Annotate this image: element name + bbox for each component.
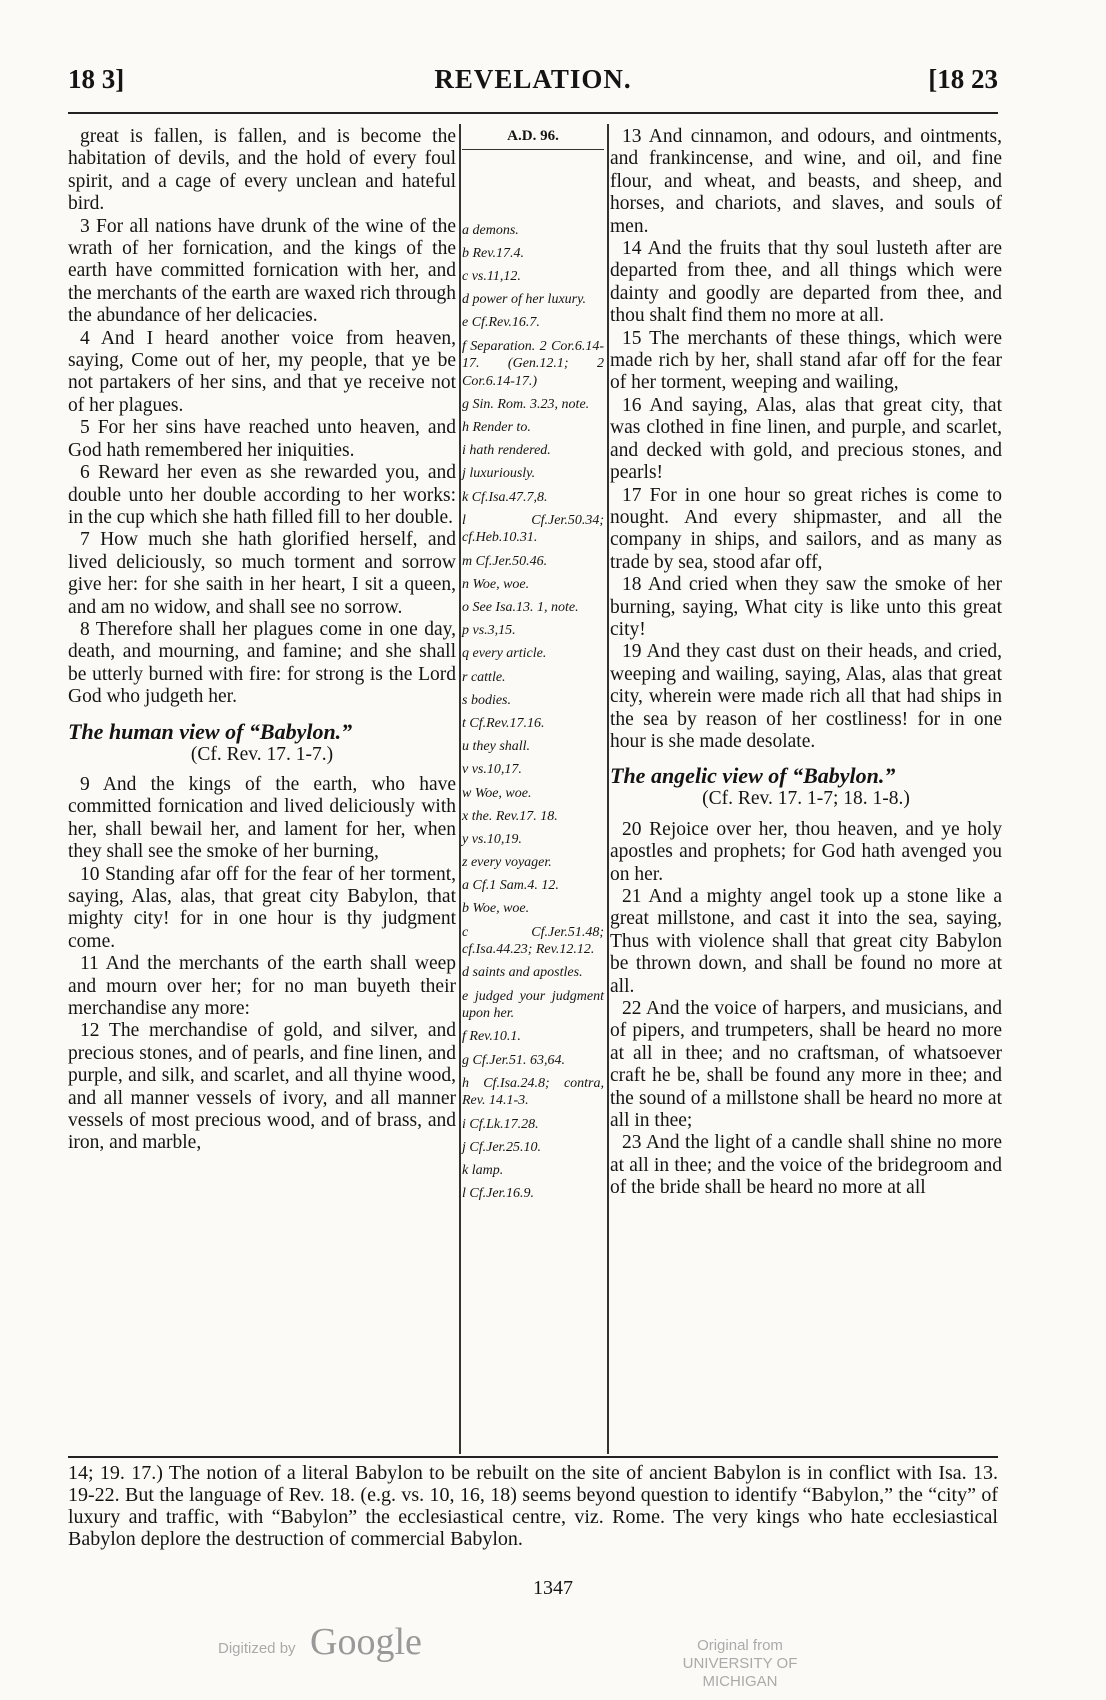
margin-note: h Cf.Isa.24.8; contra, Rev. 14.1-3. xyxy=(462,1075,604,1109)
page-header xyxy=(68,64,998,104)
left-heading: The human view of “Babylon.” xyxy=(68,718,353,744)
right-verse: 22 And the voice of harpers, and musicians, and of pipers, and trumpeters, shall be heard no more at all in thee; and no craftsman, of whatsoever craft he be, shall be found any more in thee; and the sound of a millstone shall be heard no more at all in thee; xyxy=(610,998,1002,1132)
margin-year: A.D. 96. xyxy=(462,128,604,150)
right-heading: The angelic view of “Babylon.” xyxy=(610,763,896,789)
margin-note: b Woe, woe. xyxy=(462,901,530,917)
right-verse: 21 And a mighty angel took up a stone like a great millstone, and cast it into the sea, saying, Thus with violence shall that great city Babylon be thrown down, and shall be found no more at all. xyxy=(610,886,1002,997)
column-divider-right xyxy=(607,124,609,1454)
right-verse: 16 And saying, Alas, alas that great city, that was clothed in fine linen, and purple, and scarlet, and decked with gold, and precious stones, and pearls! xyxy=(610,394,1002,484)
header-right: [18 23 xyxy=(928,64,998,94)
footnote-rule xyxy=(68,1456,998,1458)
header-left: 18 3] xyxy=(68,64,125,94)
original-from-label: Original from xyxy=(697,1637,783,1654)
margin-note: l Cf.Jer.16.9. xyxy=(462,1186,534,1202)
margin-note: o See Isa.13. 1, note. xyxy=(462,600,579,615)
margin-note: n Woe, woe. xyxy=(462,576,530,592)
left-verse: 10 Standing afar off for the fear of her torment, saying, Alas, alas, that great city Babylon, that mighty city! for in one hour is thy judgment come. xyxy=(68,863,456,952)
left-verse: 6 Reward her even as she rewarded you, and double unto her double according to her works: in the cup which she hath filled fill to her double. xyxy=(68,462,456,528)
left-verse: 9 And the kings of the earth, who have committed fornication and lived deliciously with her, shall bewail her, and lament for her, when they shall see the smoke of her burning, xyxy=(68,773,456,863)
institution-name: UNIVERSITY OF MICHIGAN xyxy=(682,1655,798,1690)
footnote: 14; 19. 17.) The notion of a literal Babylon to be rebuilt on the site of ancient Babylon is in conflict with Isa. 13. 19-22. But the language of Rev. 18. (e.g. vs. 10, 16, 18) seems beyond question to identify “Babylon,” the “city” of luxury and traffic, with “Babylon” the ecclesiastical centre, viz. Rome. The very kings who hate ecclesiastical Babylon deplore the destruction of commercial Babylon. xyxy=(68,1462,998,1550)
right-verse: 18 And cried when they saw the smoke of her burning, saying, What city is like unto this great city! xyxy=(610,574,1002,640)
margin-note: a demons. xyxy=(462,222,519,238)
margin-note: k Cf.Isa.47.7,8. xyxy=(462,489,548,505)
left-verse: great is fallen, is fallen, and is become the habitation of devils, and the hold of every foul spirit, and a cage of every unclean and hateful bird. xyxy=(68,126,456,215)
left-verse: 12 The merchandise of gold, and silver, and precious stones, and of pearls, and fine linen, and purple, and silk, and scarlet, and all thyine wood, and all manner vessels of ivory, and all manner vessels of most precious wood, and of brass, and iron, and marble, xyxy=(68,1020,456,1154)
digitized-by-label: Digitized by xyxy=(218,1640,296,1657)
margin-note: y vs.10,19. xyxy=(462,831,522,847)
header-rule xyxy=(68,112,998,114)
margin-note: v vs.10,17. xyxy=(462,762,522,778)
margin-note: b Rev.17.4. xyxy=(462,245,524,261)
margin-note: f Separation. 2 Cor.6.14-17. (Gen.12.1; 2 Cor.6.14-17.) xyxy=(462,338,604,389)
right-verse: 19 And they cast dust on their heads, and cried, weeping and wailing, saying, Alas, alas that great city, wherein were made rich all that had ships in the sea by reason of her costliness! for in one hour is she made desolate. xyxy=(610,641,1002,752)
right-verse: 17 For in one hour so great riches is come to nought. And every shipmaster, and all the company in ships, and sailors, and as many as trade by sea, stood afar off, xyxy=(610,484,1002,573)
right-verse: 23 And the light of a candle shall shine no more at all in thee; and the voice of the bridegroom and of the bride shall be heard no more at all xyxy=(610,1132,1002,1199)
margin-note: e judged your judgment upon her. xyxy=(462,988,604,1022)
margin-note: l Cf.Jer.50.34; cf.Heb.10.31. xyxy=(462,512,604,546)
right-column xyxy=(610,126,1002,1200)
margin-note: g Sin. Rom. 3.23, note. xyxy=(462,396,590,412)
margin-note: x the. Rev.17. 18. xyxy=(462,808,558,824)
page-number: 1347 xyxy=(533,1577,573,1599)
margin-note: k lamp. xyxy=(462,1162,504,1178)
margin-note: a Cf.1 Sam.4. 12. xyxy=(462,878,559,894)
library-credit xyxy=(650,1637,830,1691)
left-verse: 5 For her sins have reached unto heaven, and God hath remembered her iniquities. xyxy=(68,417,456,461)
margin-note: m Cf.Jer.50.46. xyxy=(462,553,548,569)
margin-note: j luxuriously. xyxy=(462,466,536,482)
left-verse: 3 For all nations have drunk of the wine of the wrath of her fornication, and the kings of the earth have committed fornication with her, and the merchants of the earth are waxed rich through the abundance of her delicacies. xyxy=(68,215,456,327)
left-verse: 8 Therefore shall her plagues come in one day, death, and mourning, and famine; and she shall be utterly burned with fire: for strong is the Lord God who judgeth her. xyxy=(68,618,456,708)
column-divider-left xyxy=(459,124,461,1454)
margin-note: i hath rendered. xyxy=(462,443,551,459)
left-heading: (Cf. Rev. 17. 1-7.) xyxy=(190,743,334,765)
margin-note: d power of her luxury. xyxy=(462,292,587,308)
margin-note: w Woe, woe. xyxy=(462,785,532,801)
right-verse: 14 And the fruits that thy soul lusteth after are departed from thee, and all things which were dainty and goodly are departed from thee, and thou shalt find them no more at all. xyxy=(610,238,1002,327)
right-verse: 15 The merchants of these things, which were made rich by her, shall stand afar off for the fear of her torment, weeping and wailing, xyxy=(610,327,1002,394)
margin-note: c Cf.Jer.51.48; cf.Isa.44.23; Rev.12.12. xyxy=(462,924,604,958)
margin-note: z every voyager. xyxy=(462,855,552,871)
left-verse: 7 How much she hath glorified herself, and lived deliciously, so much torment and sorrow give her: for she saith in her heart, I sit a queen, and am no widow, and shall see no sorrow. xyxy=(68,529,456,618)
margin-note: q every article. xyxy=(462,646,547,662)
margin-notes xyxy=(462,128,604,1208)
left-verse: 4 And I heard another voice from heaven, saying, Come out of her, my people, that ye be not partakers of her sins, and that ye receive not of her plagues. xyxy=(68,327,456,416)
right-heading: (Cf. Rev. 17. 1-7; 18. 1-8.) xyxy=(702,788,910,810)
right-verse: 20 Rejoice over her, thou heaven, and ye holy apostles and prophets; for God hath avenged you on her. xyxy=(610,818,1002,885)
margin-note: p vs.3,15. xyxy=(462,623,516,639)
margin-note: j Cf.Jer.25.10. xyxy=(462,1139,541,1155)
margin-note: u they shall. xyxy=(462,739,531,755)
margin-note: c vs.11,12. xyxy=(462,268,521,284)
margin-note: s bodies. xyxy=(462,692,511,708)
header-title: REVELATION. xyxy=(434,64,632,94)
right-verse: 13 And cinnamon, and odours, and ointments, and frankincense, and wine, and oil, and fine flour, and wheat, and beasts, and sheep, and horses, and chariots, and slaves, and souls of men. xyxy=(610,126,1002,237)
margin-note: r cattle. xyxy=(462,669,506,685)
margin-note: t Cf.Rev.17.16. xyxy=(462,715,545,731)
left-verse: 11 And the merchants of the earth shall weep and mourn over her; for no man buyeth their merchandise any more: xyxy=(68,953,456,1020)
left-column xyxy=(68,126,456,1155)
margin-note: h Render to. xyxy=(462,420,531,436)
margin-note: f Rev.10.1. xyxy=(462,1029,521,1045)
margin-note: d saints and apostles. xyxy=(462,965,583,981)
margin-note: i Cf.Lk.17.28. xyxy=(462,1116,539,1132)
margin-note: g Cf.Jer.51. 63,64. xyxy=(462,1052,566,1068)
margin-note: e Cf.Rev.16.7. xyxy=(462,315,540,331)
google-logo: Google xyxy=(310,1621,422,1663)
